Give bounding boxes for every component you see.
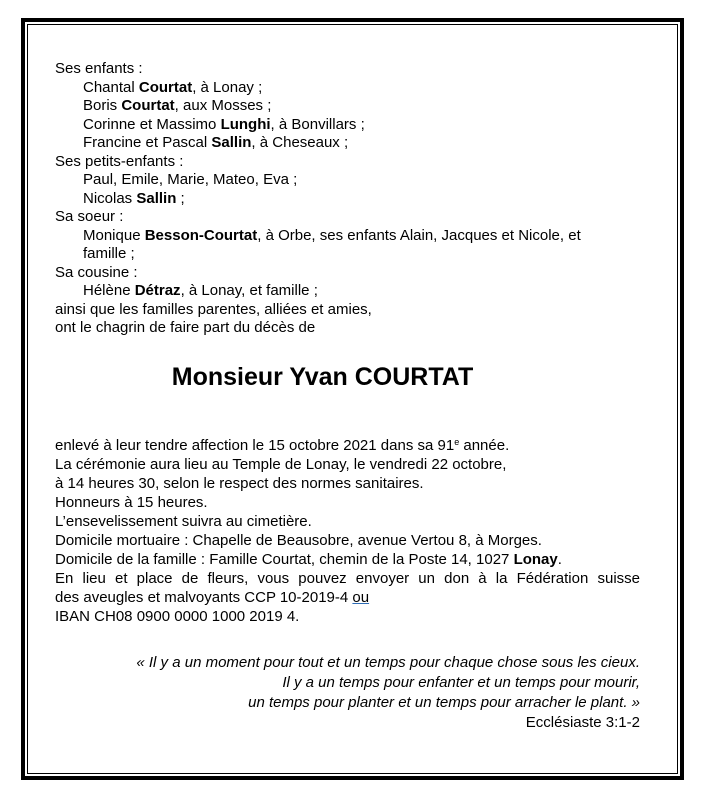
text-run: La cérémonie aura lieu au Temple de Lonay, le vendredi 22 octobre, <box>55 455 507 473</box>
text-line <box>55 455 640 474</box>
bible-quote-section <box>55 653 640 734</box>
text-run: Ecclésiaste 3:1-2 <box>525 714 640 732</box>
announcement-content <box>28 25 677 773</box>
text-run: Boris <box>83 97 122 114</box>
ou-link[interactable]: ou <box>352 588 370 606</box>
text-line <box>55 474 640 493</box>
text-run: e <box>454 436 460 447</box>
ceremony-section <box>55 433 640 626</box>
deceased-name: Monsieur Yvan COURTAT <box>171 362 474 391</box>
text-run: « Il y a un moment pour tout et un temps pour chaque chose sous les cieux. <box>136 653 640 671</box>
text-run: Ses enfants : <box>55 60 143 77</box>
text-line <box>55 713 640 733</box>
text-run: , à Bonvillars ; <box>270 115 365 133</box>
text-run: Domicile mortuaire : Chapelle de Beausobre, avenue Vertou 8, à Morges. <box>55 531 542 549</box>
text-run: enlevé à leur tendre affection le 15 octobre 2021 dans sa 91 <box>55 436 455 454</box>
text-run: , à Lonay ; <box>192 78 263 96</box>
text-line <box>55 116 640 135</box>
text-run: famille ; <box>83 245 135 262</box>
text-line <box>55 493 640 512</box>
text-run: à 14 heures 30, selon le respect des normes sanitaires. <box>55 474 424 492</box>
text-run: ainsi que les familles parentes, alliées et amies, <box>55 300 372 318</box>
text-run: Nicolas <box>83 189 137 207</box>
text-run: , aux Mosses ; <box>174 97 272 114</box>
text-line <box>55 208 640 227</box>
text-line <box>55 433 640 455</box>
text-run: Paul, Emile, Marie, Mateo, Eva ; <box>83 171 298 188</box>
text-line <box>55 60 640 79</box>
text-line <box>55 550 640 569</box>
text-run: Lonay <box>513 550 558 568</box>
text-line <box>55 190 640 209</box>
text-line <box>55 134 640 153</box>
text-run: Domicile de la famille : Famille Courtat, chemin de la Poste 14, 1027 <box>55 550 514 568</box>
text-run: Francine et Pascal <box>83 134 212 151</box>
text-run: IBAN CH08 0900 0000 1000 2019 4. <box>55 607 300 625</box>
text-run: Chantal <box>83 78 139 96</box>
text-line <box>55 171 640 190</box>
text-line <box>55 673 640 693</box>
announcement-outer-border <box>21 18 684 780</box>
text-line <box>55 653 640 673</box>
text-line <box>55 569 640 588</box>
text-line <box>55 227 640 246</box>
text-run: Sallin <box>136 189 177 207</box>
text-line <box>55 607 640 626</box>
text-run: . <box>557 550 562 568</box>
text-line <box>55 264 640 283</box>
text-run: des aveugles et malvoyants CCP 10-2019-4 <box>55 588 353 606</box>
text-run: Monique <box>83 226 145 244</box>
text-run: , à Cheseaux ; <box>251 134 349 151</box>
announcement-inner-border <box>27 24 678 774</box>
text-line <box>55 301 640 320</box>
text-run: , à Lonay, et famille ; <box>180 282 318 299</box>
text-line <box>55 531 640 550</box>
text-run: Honneurs à 15 heures. <box>55 493 208 511</box>
text-run: année. <box>459 436 510 454</box>
text-run: un temps pour planter et un temps pour arracher le plant. » <box>248 694 640 712</box>
text-line <box>55 512 640 531</box>
text-run: Sa soeur : <box>55 208 124 225</box>
family-section <box>55 60 640 338</box>
text-run: Sallin <box>211 134 252 151</box>
text-line <box>55 79 640 98</box>
text-line <box>55 588 640 607</box>
text-line <box>55 97 640 116</box>
text-run: Détraz <box>134 282 181 299</box>
text-line <box>55 245 640 264</box>
text-run: ont le chagrin de faire part du décès de <box>55 319 316 336</box>
text-run: Ses petits-enfants : <box>55 152 184 170</box>
text-line <box>55 153 640 172</box>
text-run: Courtat <box>138 78 193 96</box>
text-run: Corinne et Massimo <box>83 115 221 133</box>
text-run: , à Orbe, ses enfants Alain, Jacques et Nicole, et <box>257 226 581 244</box>
text-run: Sa cousine : <box>55 263 138 281</box>
text-run: Hélène <box>83 282 135 299</box>
text-run: Courtat <box>121 97 175 114</box>
text-line <box>55 319 640 338</box>
text-line <box>55 282 640 301</box>
text-run: Besson-Courtat <box>144 226 258 244</box>
text-run: En lieu et place de fleurs, vous pouvez envoyer un don à la Fédération suisse <box>55 569 640 587</box>
text-run: L’ensevelissement suivra au cimetière. <box>55 512 312 530</box>
text-line <box>55 693 640 713</box>
text-run: Il y a un temps pour enfanter et un temps pour mourir, <box>282 673 640 691</box>
text-run: ; <box>176 189 185 207</box>
text-run: Lunghi <box>220 115 271 133</box>
